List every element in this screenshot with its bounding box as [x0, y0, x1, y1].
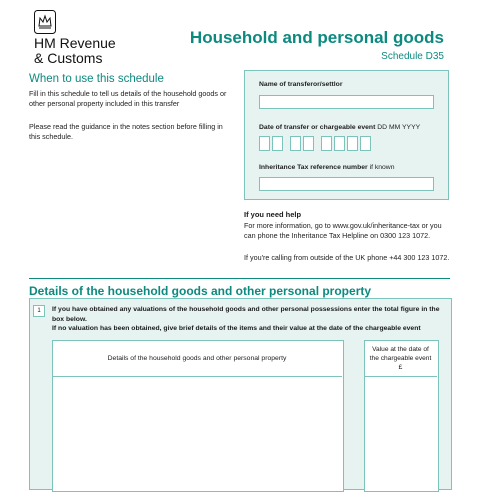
brand-line-1: HM Revenue: [34, 35, 116, 51]
section-title: Details of the household goods and other personal property: [29, 284, 372, 298]
help-paragraph-2: If you're calling from outside of the UK phone +44 300 123 1072.: [244, 253, 450, 262]
date-day-digit-2[interactable]: [272, 136, 283, 151]
goods-value-column-header: [364, 340, 437, 377]
iht-label: [259, 164, 395, 171]
section-divider: [29, 278, 450, 279]
goods-details-column-header: [52, 340, 342, 377]
date-year-digit-1[interactable]: [321, 136, 332, 151]
date-label: [259, 124, 420, 131]
date-year-digit-2[interactable]: [334, 136, 345, 151]
value-header-unit: £: [398, 363, 403, 371]
question-number: 1: [33, 305, 45, 317]
date-month-digit-1[interactable]: [290, 136, 301, 151]
date-year-digit-3[interactable]: [347, 136, 358, 151]
when-paragraph-1: Fill in this schedule to tell us details of the household goods or other personal property included in this transfer: [29, 89, 227, 108]
value-header-line-1: Value at the date of: [372, 345, 429, 353]
question-text-2: If no valuation has been obtained, give brief details of the items and their value at the date of the chargeable event: [52, 325, 421, 332]
goods-details-header-text: Details of the household goods and other personal property: [107, 354, 287, 362]
help-paragraph-1: For more information, go to www.gov.uk/inheritance-tax or you can phone the Inheritance Tax Helpline on 0300 123 1072.: [244, 221, 442, 240]
iht-label-suffix: if known: [369, 164, 395, 171]
hmrc-logo-text: [34, 36, 116, 66]
question-text-1: If you have obtained any valuations of the household goods and other personal possessions enter the total figure in the box below.: [52, 306, 440, 323]
date-year-digit-4[interactable]: [360, 136, 371, 151]
royal-crest-icon: [34, 10, 56, 34]
iht-label-text: Inheritance Tax reference number: [259, 164, 368, 171]
transferor-name-input[interactable]: [259, 95, 434, 109]
when-heading: When to use this schedule: [29, 73, 164, 85]
schedule-label: Schedule D35: [381, 51, 444, 62]
date-month-digit-2[interactable]: [303, 136, 314, 151]
form-title: Household and personal goods: [189, 28, 444, 47]
date-day-digit-1[interactable]: [259, 136, 270, 151]
when-paragraph-2: Please read the guidance in the notes section before filling in this schedule.: [29, 122, 223, 141]
brand-line-2: & Customs: [34, 50, 103, 66]
help-heading: If you need help: [244, 210, 302, 219]
date-label-text: Date of transfer or chargeable event: [259, 124, 376, 131]
transferor-label: Name of transferor/settlor: [259, 81, 343, 88]
value-header-line-2: the chargeable event: [369, 354, 432, 362]
date-format-hint: DD MM YYYY: [377, 124, 421, 131]
iht-reference-input[interactable]: [259, 177, 434, 191]
